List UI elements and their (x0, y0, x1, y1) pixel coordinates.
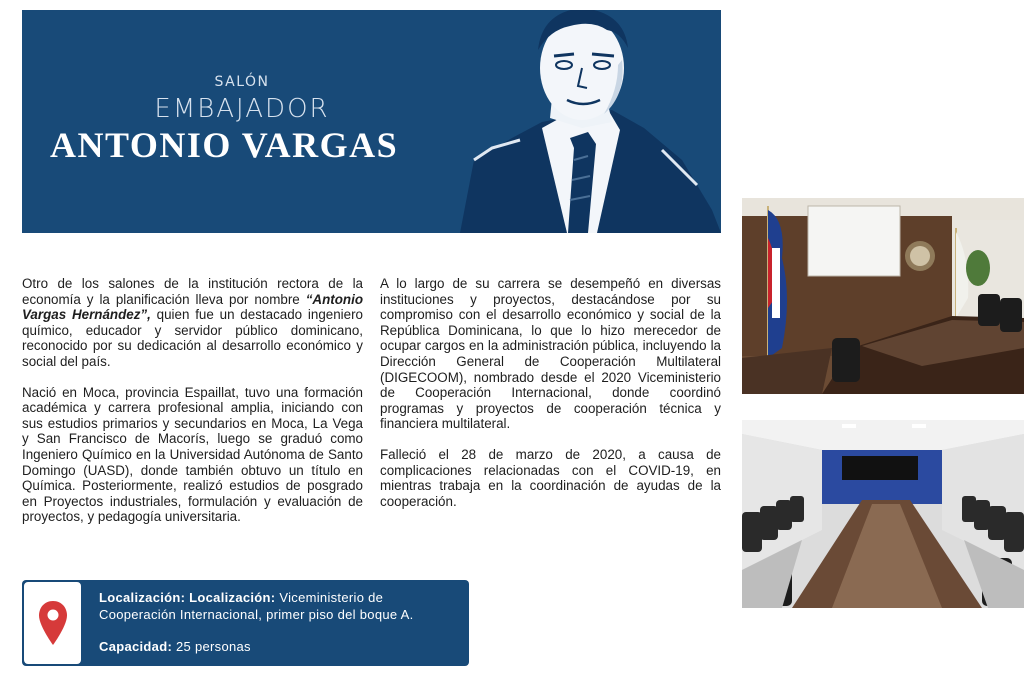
location-line-1 (99, 589, 459, 606)
text-column-left (22, 276, 363, 540)
title-banner (22, 10, 721, 233)
room-photo-table (742, 420, 1024, 608)
location-value-2: Cooperación Internacional, primer piso del boque A. (99, 607, 414, 622)
banner-overline: SALÓN (214, 74, 270, 90)
paragraph-intro (22, 276, 363, 370)
location-pin-icon (38, 600, 68, 646)
location-label-repeat: Localización: (189, 590, 276, 605)
room-photo-front (742, 198, 1024, 394)
paragraph-career: A lo largo de su carrera se desempeñó en diversas instituciones y proyectos, destacándose por su compromiso con el desarrollo económico y social de la República Dominicana, lo que lo hizo merecedor de ocupar cargos en la administración pública, incluyendo la Dirección General de Cooperación Multilateral (DIGECOOM), nombrado desde el 2020 Viceministerio de Cooperación Internacional, donde coordinó programas y proyectos de cooperación técnica y financiera multilateral. (380, 276, 721, 432)
location-text (99, 589, 459, 623)
text-column-right (380, 276, 721, 524)
capacity-text (99, 639, 251, 654)
banner-title: ANTONIO VARGAS (50, 125, 399, 165)
capacity-value: 25 personas (176, 639, 251, 654)
honoree-name: “Antonio Vargas Hernández”, (22, 291, 363, 323)
location-label: Localización: (99, 590, 186, 605)
paragraph-biography: Nació en Moca, provincia Espaillat, tuvo una formación académica y carrera profesional amplia, iniciando con sus estudios primarios y secundarios en Moca, La Vega y San Francisco de Macorís, luego se graduó como Ingeniero Químico en la Universidad Autónoma de Santo Domingo (UASD), donde también obtuvo un título en Química. Posteriormente, realizó estudios de posgrado en Proyectos industriales, formulación y evaluación de proyectos, y pedagogía universitaria. (22, 384, 363, 525)
room-photo-front-image (742, 198, 1024, 394)
paragraph-intro-text: Otro de los salones de la institución rectora de la economía y la planificación lleva por nombre (22, 276, 363, 307)
paragraph-death: Falleció el 28 de marzo de 2020, a causa de complicaciones relacionadas con el COVID-19, en mientras trabaja en la coordinación de ayudas de la cooperación. (380, 446, 721, 509)
room-info-box (22, 580, 469, 666)
location-value-1: Viceministerio de (279, 590, 384, 605)
capacity-label: Capacidad: (99, 639, 173, 654)
room-photo-table-image (742, 420, 1024, 608)
banner-subtitle: EMBAJADOR (154, 94, 330, 124)
location-card (22, 580, 83, 666)
paragraph-intro-rest: quien fue un destacado ingeniero químico, educador y servidor público dominicano, reconocido por su dedicación al desarrollo económico y social del país. (22, 307, 363, 369)
